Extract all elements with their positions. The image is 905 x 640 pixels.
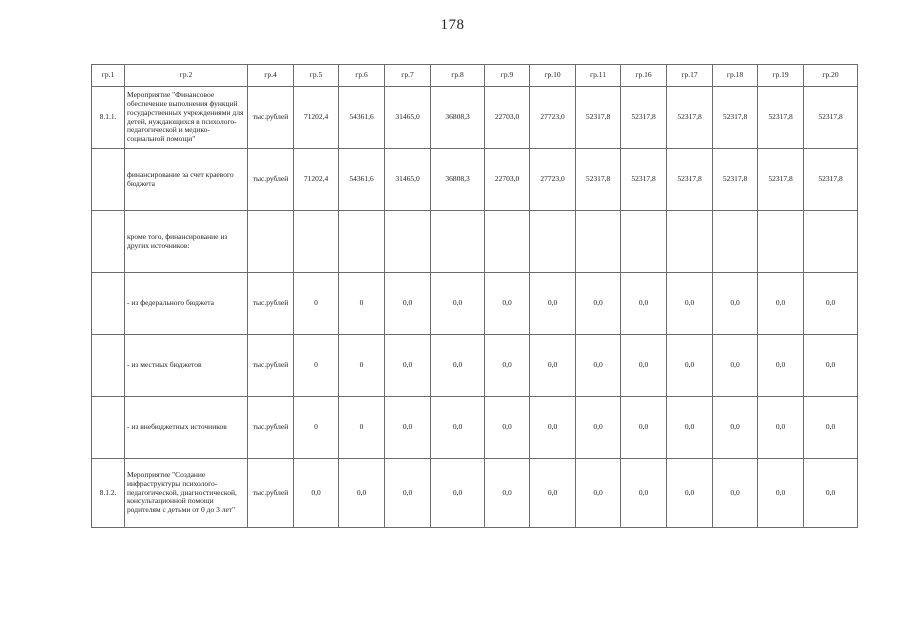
value-cell: 0,0 [804, 397, 858, 459]
value-cell: 0,0 [667, 335, 713, 397]
value-cell: 0,0 [713, 273, 758, 335]
table-row [92, 211, 858, 273]
value-cell: 0,0 [667, 459, 713, 528]
column-header: гр.10 [530, 65, 576, 87]
column-header: гр.5 [294, 65, 339, 87]
value-cell [339, 211, 385, 273]
value-cell: 0,0 [621, 459, 667, 528]
value-cell: 52317,8 [576, 87, 621, 149]
value-cell: 31465,0 [385, 87, 431, 149]
value-cell [621, 211, 667, 273]
value-cell: 31465,0 [385, 149, 431, 211]
column-header: гр.7 [385, 65, 431, 87]
value-cell: 0,0 [758, 335, 804, 397]
page-number: 178 [440, 17, 465, 33]
value-cell [667, 211, 713, 273]
row-code: 8.1.2. [92, 459, 125, 528]
row-description: - из внебюджетных источников [125, 397, 248, 459]
column-header: гр.19 [758, 65, 804, 87]
value-cell: 0 [339, 273, 385, 335]
table-row [92, 335, 858, 397]
value-cell: 71202,4 [294, 87, 339, 149]
value-cell: 0,0 [530, 273, 576, 335]
value-cell: 71202,4 [294, 149, 339, 211]
value-cell: 0,0 [713, 397, 758, 459]
row-code [92, 149, 125, 211]
table-row [92, 273, 858, 335]
value-cell: 0,0 [530, 397, 576, 459]
row-description: Мероприятие "Финансовое обеспечение выполнения функций государственных учреждениями для детей, нуждающихся в психолого-педагогической и медико-социальной помощи" [125, 87, 248, 149]
row-code [92, 397, 125, 459]
row-code [92, 273, 125, 335]
value-cell: 0 [294, 273, 339, 335]
value-cell: 36808,3 [431, 149, 485, 211]
row-unit: тыс.рублей [248, 273, 294, 335]
value-cell: 0,0 [431, 273, 485, 335]
row-description: - из местных бюджетов [125, 335, 248, 397]
value-cell: 0,0 [485, 459, 530, 528]
column-header: гр.8 [431, 65, 485, 87]
row-description: кроме того, финансирование из других источников: [125, 211, 248, 273]
value-cell [485, 211, 530, 273]
column-header: гр.18 [713, 65, 758, 87]
row-unit: тыс.рублей [248, 87, 294, 149]
value-cell: 0,0 [431, 459, 485, 528]
table-row [92, 459, 858, 528]
column-header: гр.2 [125, 65, 248, 87]
row-description: Мероприятие "Создание инфраструктуры психолого-педагогической, диагностической, консультационной помощи родителям с детьми от 0 до 3 лет" [125, 459, 248, 528]
value-cell: 54361,6 [339, 87, 385, 149]
row-code [92, 211, 125, 273]
value-cell: 0,0 [667, 273, 713, 335]
value-cell: 0,0 [431, 335, 485, 397]
row-description: финансирование за счет краевого бюджета [125, 149, 248, 211]
column-header: гр.20 [804, 65, 858, 87]
value-cell: 22703,0 [485, 87, 530, 149]
value-cell [294, 211, 339, 273]
value-cell: 52317,8 [667, 87, 713, 149]
value-cell: 0,0 [431, 397, 485, 459]
value-cell: 36808,3 [431, 87, 485, 149]
value-cell [713, 211, 758, 273]
column-header: гр.17 [667, 65, 713, 87]
value-cell: 0,0 [621, 273, 667, 335]
value-cell: 0,0 [621, 397, 667, 459]
value-cell: 0,0 [758, 459, 804, 528]
value-cell: 0,0 [758, 397, 804, 459]
value-cell: 0,0 [576, 397, 621, 459]
value-cell: 0 [294, 335, 339, 397]
value-cell: 52317,8 [621, 87, 667, 149]
value-cell: 0,0 [804, 273, 858, 335]
value-cell: 0,0 [713, 459, 758, 528]
value-cell: 0,0 [804, 459, 858, 528]
table-row [92, 397, 858, 459]
value-cell: 0,0 [385, 335, 431, 397]
row-unit: тыс.рублей [248, 335, 294, 397]
column-header: гр.6 [339, 65, 385, 87]
column-header: гр.1 [92, 65, 125, 87]
column-header: гр.11 [576, 65, 621, 87]
value-cell: 52317,8 [667, 149, 713, 211]
value-cell: 0,0 [713, 335, 758, 397]
row-unit: тыс.рублей [248, 459, 294, 528]
value-cell: 0,0 [485, 335, 530, 397]
value-cell: 0,0 [758, 273, 804, 335]
value-cell: 52317,8 [576, 149, 621, 211]
value-cell: 54361,6 [339, 149, 385, 211]
value-cell [431, 211, 485, 273]
value-cell: 0,0 [485, 273, 530, 335]
value-cell: 52317,8 [713, 87, 758, 149]
value-cell: 52317,8 [804, 149, 858, 211]
value-cell: 0,0 [621, 335, 667, 397]
table-header-row [92, 65, 858, 87]
value-cell: 0,0 [667, 397, 713, 459]
budget-table [91, 64, 858, 528]
value-cell: 0,0 [339, 459, 385, 528]
value-cell: 0,0 [385, 273, 431, 335]
value-cell: 52317,8 [621, 149, 667, 211]
value-cell: 0,0 [576, 335, 621, 397]
value-cell: 0,0 [804, 335, 858, 397]
value-cell: 0,0 [530, 335, 576, 397]
column-header: гр.16 [621, 65, 667, 87]
column-header: гр.4 [248, 65, 294, 87]
value-cell: 22703,0 [485, 149, 530, 211]
value-cell: 0 [339, 397, 385, 459]
value-cell: 0,0 [485, 397, 530, 459]
value-cell: 27723,0 [530, 149, 576, 211]
value-cell [576, 211, 621, 273]
value-cell [758, 211, 804, 273]
value-cell: 0,0 [385, 459, 431, 528]
value-cell [804, 211, 858, 273]
value-cell: 0,0 [385, 397, 431, 459]
row-description: - из федерального бюджета [125, 273, 248, 335]
value-cell: 0,0 [530, 459, 576, 528]
value-cell: 52317,8 [758, 149, 804, 211]
column-header: гр.9 [485, 65, 530, 87]
row-code [92, 335, 125, 397]
value-cell: 52317,8 [804, 87, 858, 149]
table-row [92, 87, 858, 149]
row-code: 8.1.1. [92, 87, 125, 149]
value-cell: 0,0 [294, 459, 339, 528]
value-cell: 27723,0 [530, 87, 576, 149]
value-cell: 52317,8 [713, 149, 758, 211]
value-cell: 52317,8 [758, 87, 804, 149]
row-unit: тыс.рублей [248, 149, 294, 211]
value-cell [385, 211, 431, 273]
row-unit: тыс.рублей [248, 397, 294, 459]
table-row [92, 149, 858, 211]
row-unit [248, 211, 294, 273]
value-cell: 0 [339, 335, 385, 397]
value-cell: 0 [294, 397, 339, 459]
value-cell: 0,0 [576, 459, 621, 528]
value-cell: 0,0 [576, 273, 621, 335]
value-cell [530, 211, 576, 273]
